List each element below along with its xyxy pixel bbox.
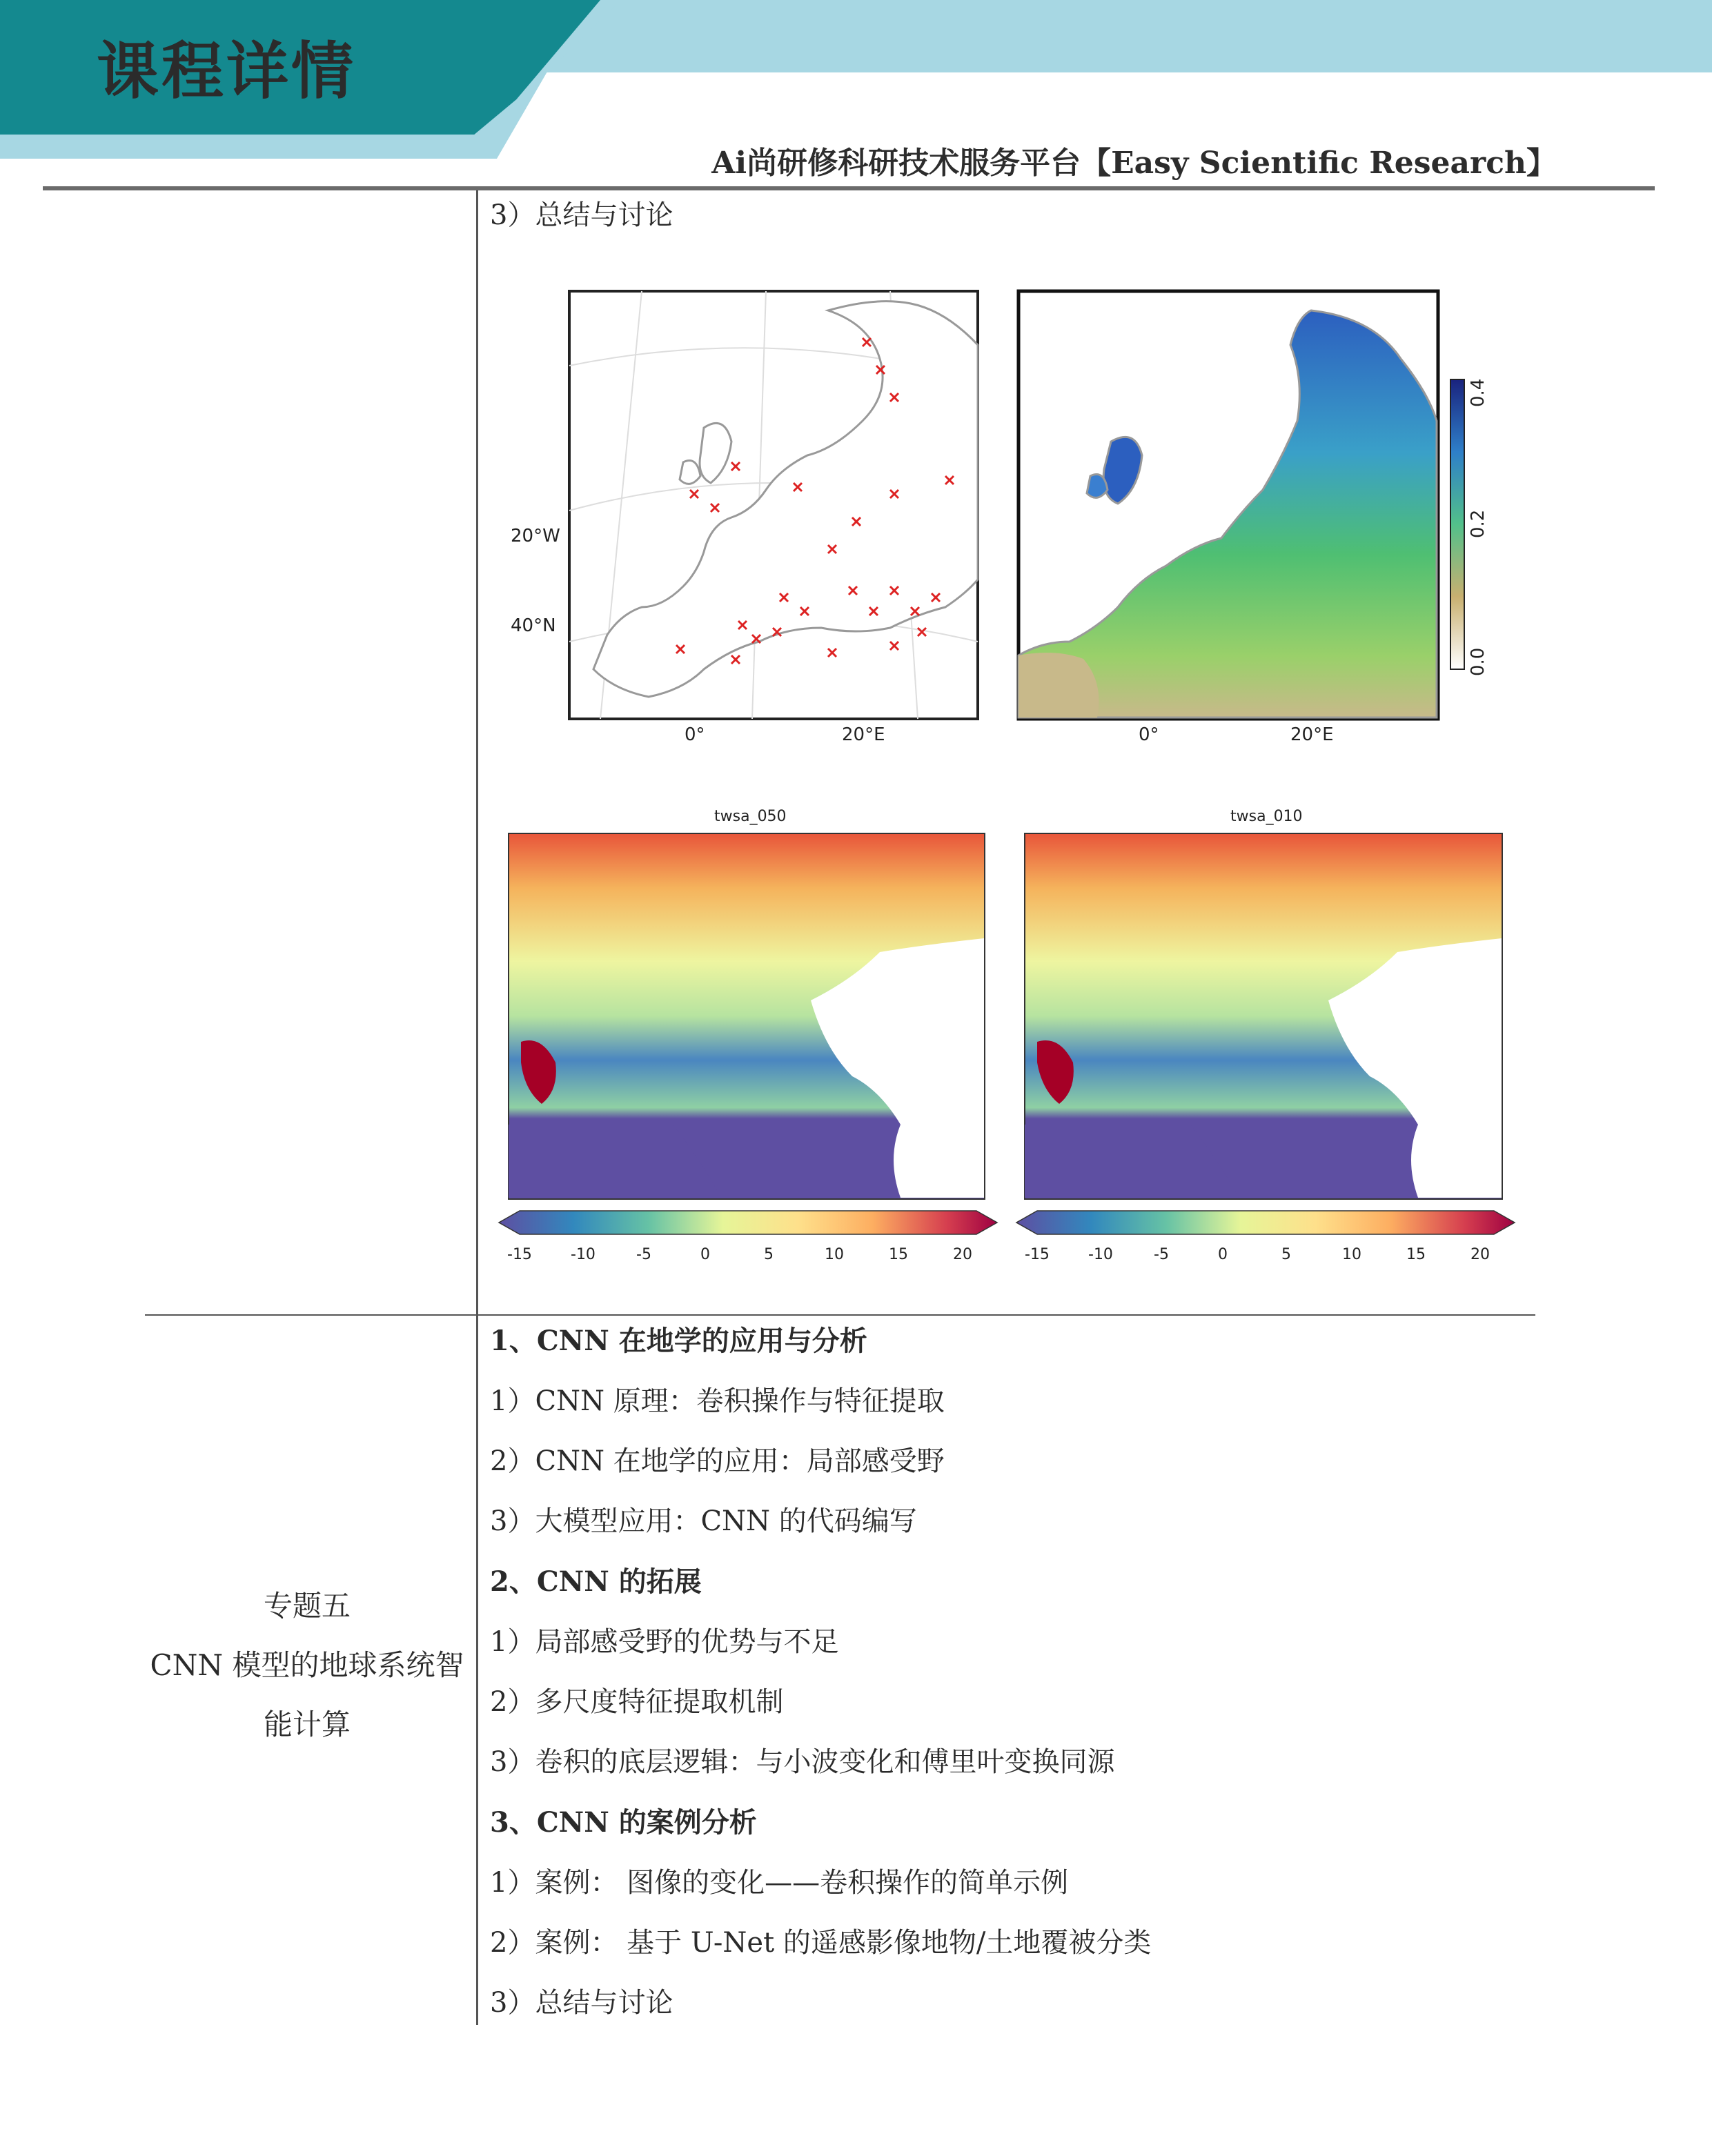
list-item: 2）多尺度特征提取机制 [490, 1686, 784, 1718]
list-item: 3）卷积的底层逻辑：与小波变化和傅里叶变换同源 [490, 1746, 1115, 1778]
colorbar-tick: 0.4 [1468, 378, 1488, 407]
lon-label: 20°E [842, 724, 885, 745]
colorbar-tick: 15 [889, 1246, 908, 1263]
lat-label: 20°W [511, 526, 560, 546]
colorbar-tick: 15 [1406, 1246, 1426, 1263]
list-item: 1）案例： 图像的变化——卷积操作的简单示例 [490, 1867, 1069, 1899]
soil-moisture-map-figure [1014, 283, 1490, 752]
list-item: 2）案例： 基于 U-Net 的遥感影像地物/土地覆被分类 [490, 1927, 1152, 1959]
topic-line: 专题五 [263, 1589, 351, 1623]
list-item: 3）总结与讨论 [490, 1987, 673, 2019]
header-divider [43, 186, 1655, 190]
list-item: 1）CNN 原理：卷积操作与特征提取 [490, 1385, 945, 1417]
topic-title [141, 1576, 473, 1754]
panel-title: twsa_050 [714, 808, 787, 825]
colorbar-tick: 0.2 [1468, 509, 1488, 538]
colorbar-tick: 5 [1281, 1246, 1291, 1263]
list-item: 2）CNN 在地学的应用：局部感受野 [490, 1445, 945, 1477]
colorbar-tick: 20 [953, 1246, 972, 1263]
list-item: 1）局部感受野的优势与不足 [490, 1626, 839, 1658]
lon-label: 20°E [1290, 724, 1334, 745]
station-map-figure [504, 283, 987, 752]
colorbar-tick: -5 [1154, 1246, 1169, 1263]
list-item: 3）大模型应用：CNN 的代码编写 [490, 1505, 917, 1537]
platform-name: Ai尚研修科研技术服务平台【Easy Scientific Research】 [711, 146, 1557, 181]
lon-label: 0° [1139, 724, 1159, 745]
colorbar-tick: 10 [1342, 1246, 1361, 1263]
topic-line: CNN 模型的地球系统智 [150, 1648, 464, 1682]
colorbar-tick: 20 [1470, 1246, 1490, 1263]
panel-title: twsa_010 [1230, 808, 1303, 825]
twsa-010-panel [1011, 800, 1522, 1283]
colorbar-tick: 5 [764, 1246, 774, 1263]
section-heading: 1、CNN 在地学的应用与分析 [490, 1325, 867, 1357]
colorbar-tick: 0 [700, 1246, 710, 1263]
section-heading: 3、CNN 的案例分析 [490, 1806, 757, 1839]
colorbar-tick: -15 [1025, 1246, 1050, 1263]
twsa-050-panel [493, 800, 1004, 1283]
colorbar-tick: -5 [636, 1246, 651, 1263]
colorbar-tick: -15 [507, 1246, 532, 1263]
table-column-divider-bottom [476, 1314, 478, 2025]
lat-label: 40°N [511, 615, 556, 636]
list-item: 3）总结与讨论 [490, 199, 673, 231]
topic-line: 能计算 [263, 1708, 351, 1741]
table-column-divider-top [476, 190, 478, 1315]
section-heading: 2、CNN 的拓展 [490, 1565, 702, 1598]
colorbar-tick: 0.0 [1468, 647, 1488, 676]
colorbar-tick: 10 [825, 1246, 844, 1263]
lon-label: 0° [685, 724, 705, 745]
table-row-divider [145, 1314, 1535, 1316]
colorbar-tick: 0 [1218, 1246, 1228, 1263]
colorbar-tick: -10 [1088, 1246, 1113, 1263]
page-title: 课程详情 [97, 35, 356, 108]
colorbar-tick: -10 [571, 1246, 596, 1263]
